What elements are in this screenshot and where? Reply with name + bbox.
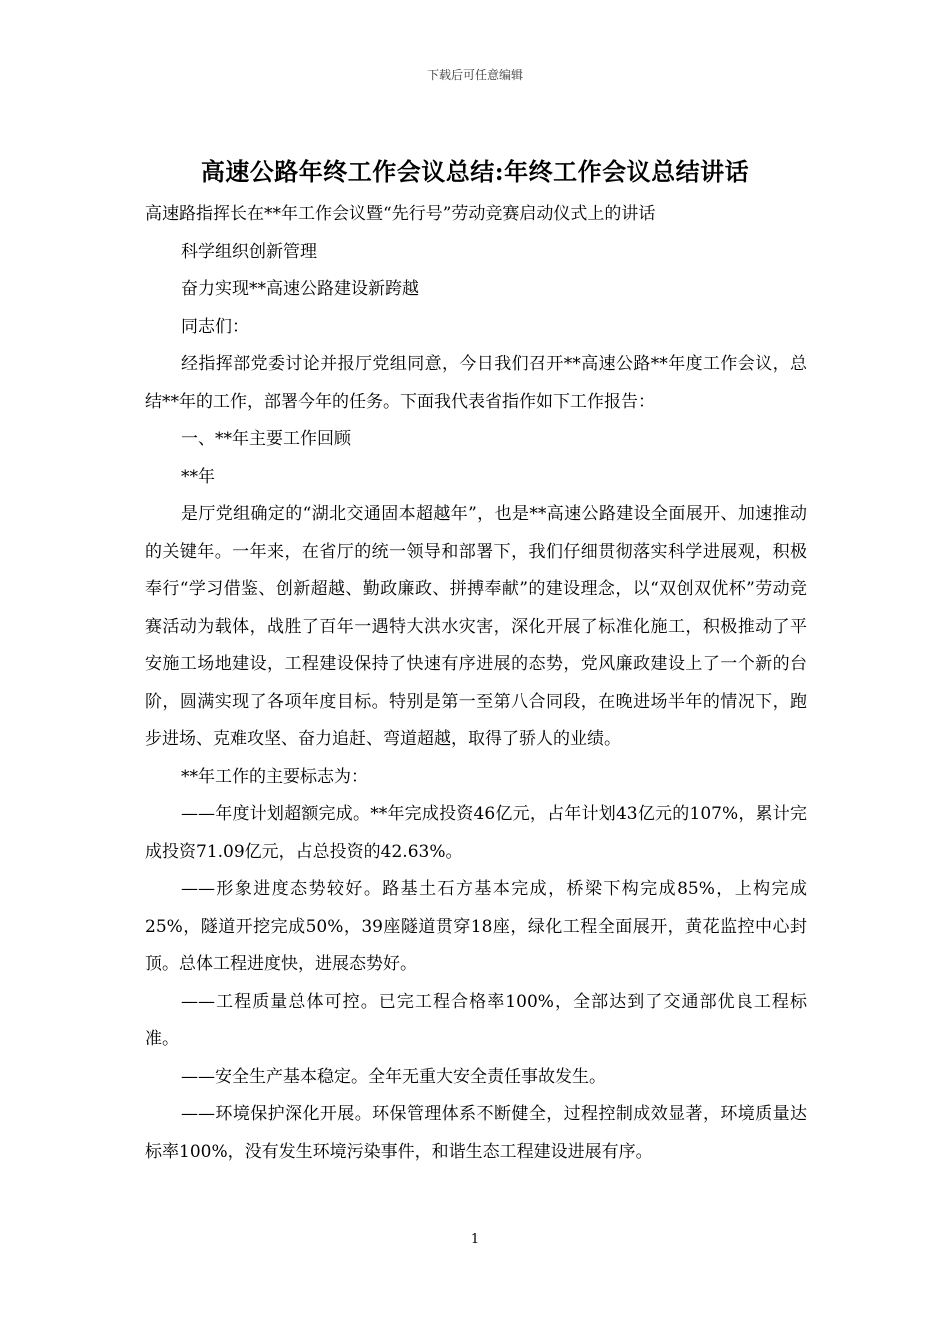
paragraph-quality: ——工程质量总体可控。已完工程合格率100%，全部达到了交通部优良工程标准。 bbox=[145, 991, 807, 1049]
page-number: 1 bbox=[470, 1232, 480, 1247]
paragraph-investment: ——年度计划超额完成。**年完成投资46亿元，占年计划43亿元的107%，累计完成投资71.09亿元，占总投资的42.63%。 bbox=[145, 804, 807, 862]
paragraph-intro: 经指挥部党委讨论并报厅党组同意，今日我们召开**高速公路**年度工作会议，总结**年的工作，部署今年的任务。下面我代表省指作如下工作报告： bbox=[145, 354, 807, 412]
speech-subtitle: 高速路指挥长在**年工作会议暨“先行号”劳动竞赛启动仪式上的讲话 bbox=[145, 204, 656, 224]
header-note: 下载后可任意编辑 bbox=[426, 68, 523, 82]
paragraph-year: **年 bbox=[181, 466, 215, 487]
salutation: 同志们： bbox=[181, 316, 249, 337]
paragraph-environment: ——环境保护深化开展。环保管理体系不断健全，过程控制成效显著，环境质量达标率100%，没有发生环境污染事件，和谐生态工程建设进展有序。 bbox=[145, 1104, 807, 1162]
paragraph-progress: ——形象进度态势较好。路基土石方基本完成，桥梁下构完成85%，上构完成25%，隧道开挖完成50%，39座隧道贯穿18座，绿化工程全面展开，黄花监控中心封顶。总体工程进度快，进展态势好。 bbox=[145, 879, 807, 974]
paragraph-review: 是厅党组确定的“湖北交通固本超越年”，也是**高速公路建设全面展开、加速推动的关键年。一年来，在省厅的统一领导和部署下，我们仔细贯彻落实科学进展观，积极奉行“学习借鉴、创新超越、勤政廉政、拼搏奉献”的建设理念，以“双创双优杯”劳动竞赛活动为载体，战胜了百年一遇特大洪水灾害，深化开展了标准化施工，积极推动了平安施工场地建设，工程建设保持了快速有序进展的态势，党风廉政建设上了一个新的台阶，圆满实现了各项年度目标。特别是第一至第八合同段，在晚进场半年的情况下，跑步进场、克难攻坚、奋力追赶、弯道超越，取得了骄人的业绩。 bbox=[145, 504, 807, 749]
section-heading: 一、**年主要工作回顾 bbox=[181, 429, 351, 449]
speech-theme-line-1: 科学组织创新管理 bbox=[181, 241, 317, 262]
speech-theme-line-2: 奋力实现**高速公路建设新跨越 bbox=[181, 279, 419, 299]
document-title: 高速公路年终工作会议总结:年终工作会议总结讲话 bbox=[200, 157, 750, 186]
paragraph-highlights-heading: **年工作的主要标志为： bbox=[181, 766, 368, 787]
paragraph-safety: ——安全生产基本稳定。全年无重大安全责任事故发生。 bbox=[181, 1066, 606, 1087]
document-body bbox=[145, 196, 807, 1171]
